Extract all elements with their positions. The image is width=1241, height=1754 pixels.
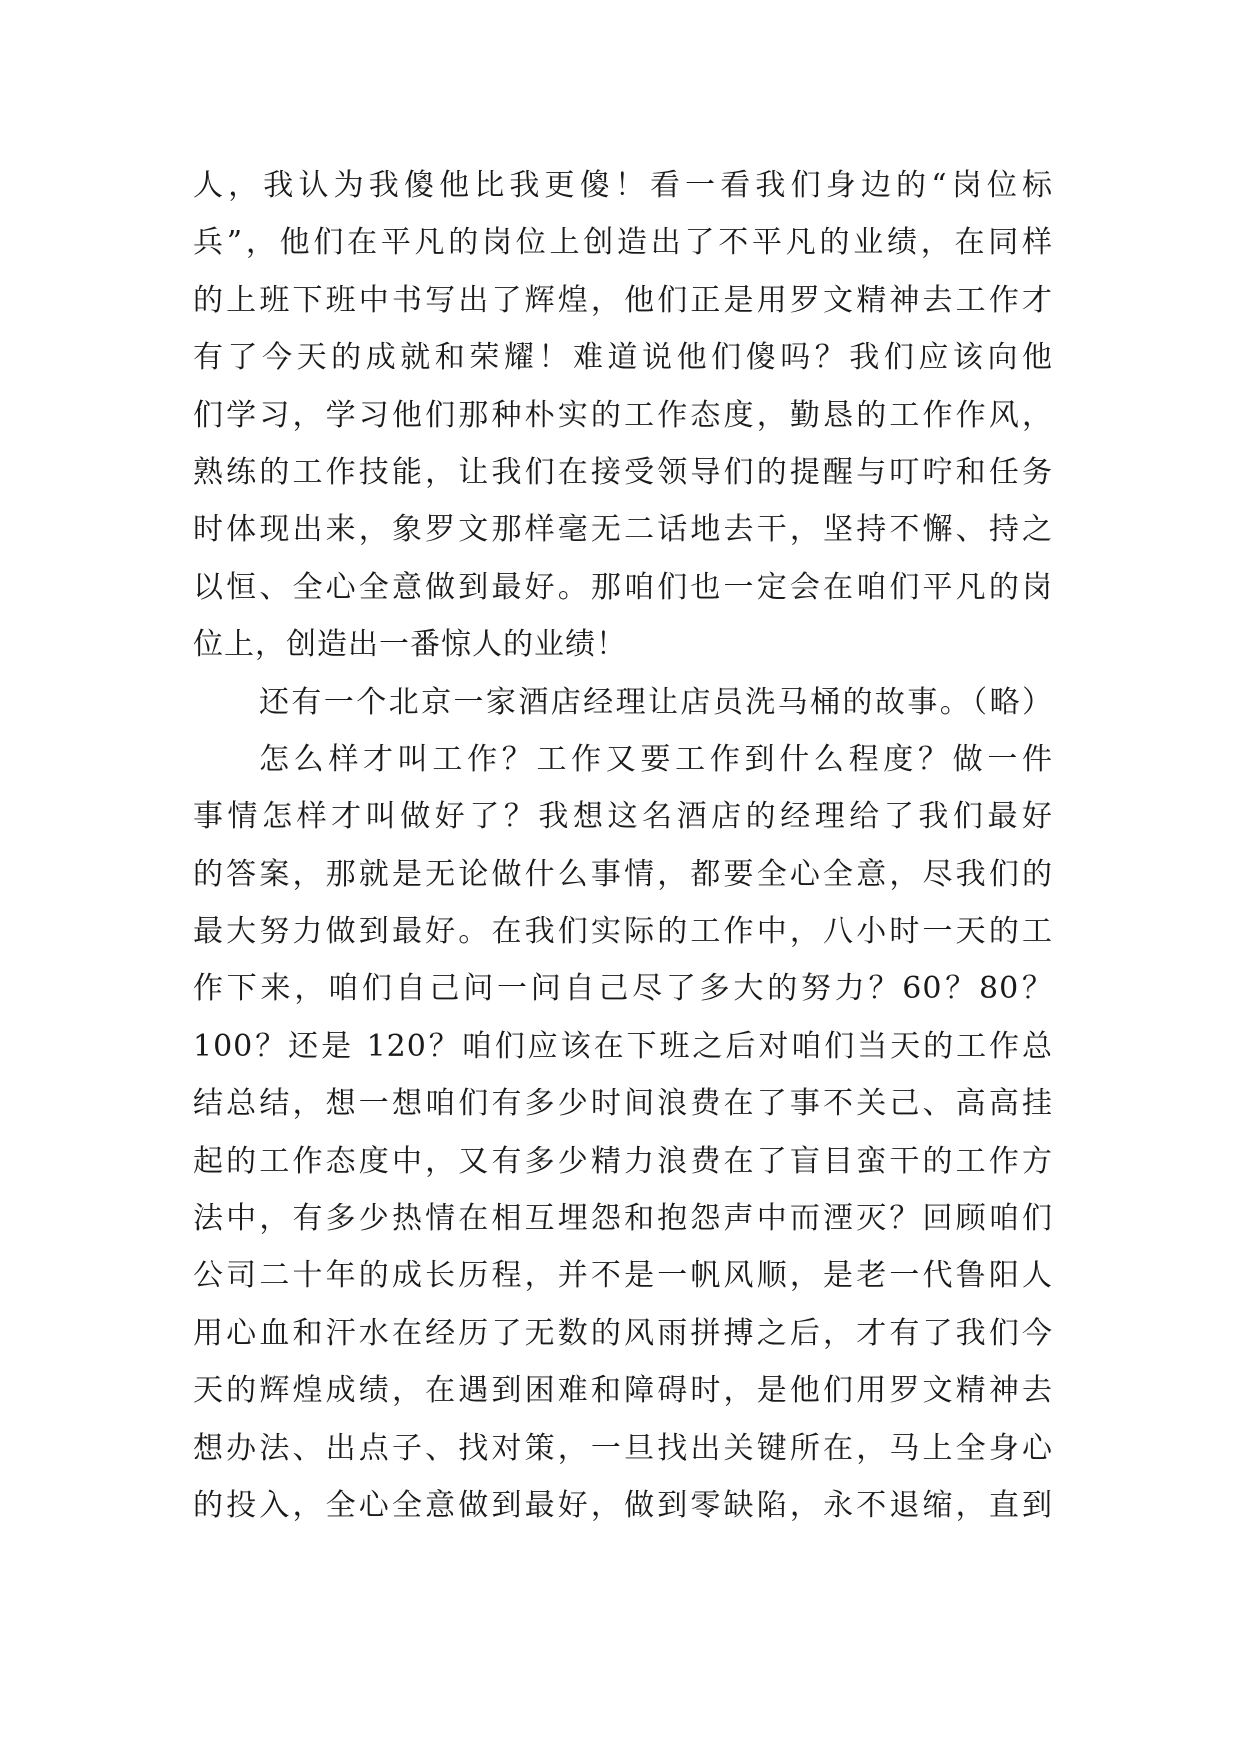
text-line: 的投入，全心全意做到最好，做到零缺陷，永不退缩，直到: [193, 1487, 1053, 1523]
text-line: 时体现出来，象罗文那样毫无二话地去干，坚持不懈、持之: [193, 512, 1053, 548]
paragraph-line: 怎么样才叫工作？工作又要工作到什么程度？做一件: [259, 741, 1053, 777]
text-line: 位上，创造出一番惊人的业绩！: [193, 627, 627, 663]
text-line: 熟练的工作技能，让我们在接受领导们的提醒与叮咛和任务: [193, 454, 1053, 490]
text-line: 起的工作态度中，又有多少精力浪费在了盲目蛮干的工作方: [193, 1143, 1053, 1179]
text-line: 结总结，想一想咱们有多少时间浪费在了事不关己、高高挂: [193, 1086, 1053, 1122]
text-line: 公司二十年的成长历程，并不是一帆风顺，是老一代鲁阳人: [193, 1258, 1053, 1294]
text-line: 以恒、全心全意做到最好。那咱们也一定会在咱们平凡的岗: [193, 569, 1053, 605]
text-line: 人，我认为我傻他比我更傻！看一看我们身边的“岗位标: [193, 168, 1053, 203]
paragraph-line: 还有一个北京一家酒店经理让店员洗马桶的故事。（略）: [259, 684, 1053, 720]
text-line: 事情怎样才叫做好了？我想这名酒店的经理给了我们最好: [193, 799, 1053, 835]
text-line: 天的辉煌成绩，在遇到困难和障碍时，是他们用罗文精神去: [193, 1373, 1053, 1409]
text-line: 的答案，那就是无论做什么事情，都要全心全意，尽我们的: [193, 856, 1053, 892]
text-line: 作下来，咱们自己问一问自己尽了多大的努力？60？80？: [193, 971, 1053, 1007]
text-line: 想办法、出点子、找对策，一旦找出关键所在，马上全身心: [193, 1430, 1053, 1466]
text-line: 最大努力做到最好。在我们实际的工作中，八小时一天的工: [193, 914, 1053, 950]
text-line: 100？还是 120？咱们应该在下班之后对咱们当天的工作总: [193, 1028, 1053, 1064]
body-text: [193, 157, 1053, 1534]
text-line: 兵”，他们在平凡的岗位上创造出了不平凡的业绩，在同样: [193, 225, 1053, 261]
text-line: 有了今天的成就和荣耀！难道说他们傻吗？我们应该向他: [193, 340, 1053, 376]
text-line: 法中，有多少热情在相互埋怨和抱怨声中而湮灭？回顾咱们: [193, 1201, 1053, 1237]
text-line: 用心血和汗水在经历了无数的风雨拼搏之后，才有了我们今: [193, 1315, 1053, 1351]
text-line: 的上班下班中书写出了辉煌，他们正是用罗文精神去工作才: [193, 282, 1053, 318]
text-line: 们学习，学习他们那种朴实的工作态度，勤恳的工作作风，: [193, 397, 1053, 433]
